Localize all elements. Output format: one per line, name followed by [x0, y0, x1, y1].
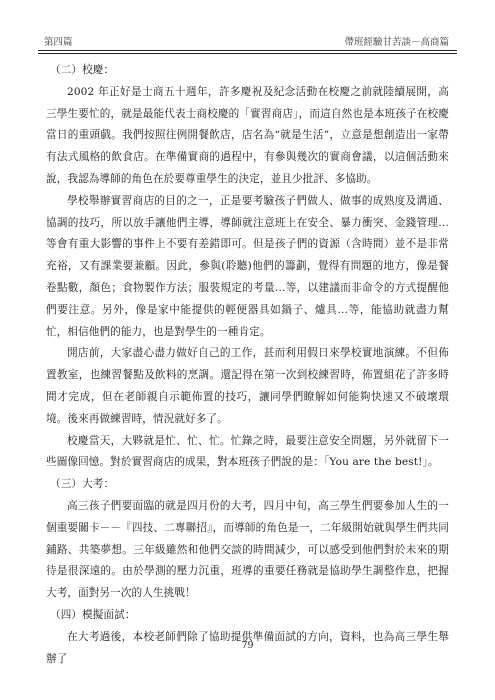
- header-rule-top: [38, 50, 457, 51]
- section-heading-anniversary: （二）校慶：: [50, 64, 115, 76]
- paragraph: 2002 年正好是士商五十週年，許多慶祝及紀念活動在校慶之前就陸續展開，高三學生要忙的，就是最能代表士商校慶的「實習商店」，而這自然也是本班孩子在校慶當日的重頭戲。我們按照往例開餐飲店，店名為“就是生活”，立意是想創造出一家帶有法式風格的飲食店。在準備實商的過程中，有參與幾次的實商會議，以這個活動來說，我認為導師的角色在於要尊重學生的決定，並且少批評、多協助。: [46, 85, 449, 185]
- section-heading-exam: （三）大考：: [50, 478, 115, 491]
- page-number: 79: [241, 640, 254, 651]
- paragraph: 校慶當天，大夥就是忙、忙、忙。忙錄之時，最要注意安全問題，另外就留下一些圖像回憶。對於實習商店的成果，對本班孩子們說的是：「You are the best!」。: [46, 434, 449, 469]
- paragraph: 學校舉辦實習商店的目的之一，正是要考驗孩子們做人、做事的成熟度及溝通、協調的技巧，所以放手讓他們主導，導師就注意班上在安全、暴力衝突、金錢管理…等會有重大影響的事件上不要有差錯即可。但是孩子們的資源（含時間）並不是非常充裕，又有課業要兼顧。因此，參與(聆聽)他們的籌劃，覺得有問題的地方，像是餐卷點數，顏色；食物製作方法；服裝規定的考量…等，以建議而非命令的方式提醒他們要注意。另外，像是家中能提供的輕便器具如鍋子、爐具…等，能協助就盡力幫忙，相信他們的能力，也是對學生的一種肯定。: [46, 194, 449, 338]
- paragraph: 高三孩子們要面臨的就是四月份的大考，四月中旬，高三學生們要參加人生的一個重要關卡－－『四技、二專聯招』，而導師的角色是一，二年級開始就與學生們共同鋪路、共築夢想。三年級雖然和他們交談的時間減少，可以感受到他們對於未來的期待是很深遠的。由於學測的壓力沉重，班導的重要任務就是協助學生調整作息，把握大考，面對另一次的人生挑戰！: [46, 499, 449, 600]
- paragraph: 在大考過後，本校老師們除了協助提供準備面試的方向，資料，也為高三學生舉辦了: [46, 630, 449, 665]
- running-header: [38, 34, 457, 50]
- header-title: 帶班經驗甘苦談－高商篇: [344, 37, 449, 48]
- header-rule-bottom: [38, 53, 457, 54]
- section-heading-mock-interview: （四）模擬面試：: [50, 608, 136, 621]
- chapter-label: 第四篇: [44, 37, 73, 48]
- page-body: [46, 60, 449, 670]
- paragraph: 開店前，大家盡心盡力做好自己的工作，甚而利用假日來學校實地演練。不但佈置教室，也練習餐點及飲料的烹調。還記得在第一次到校練習時，佈置組花了許多時間才完成，但在老師親自示範佈置的技巧，讓同學們瞭解如何能夠快速又不破壞環境。後來再做練習時，情況就好多了。: [46, 347, 449, 425]
